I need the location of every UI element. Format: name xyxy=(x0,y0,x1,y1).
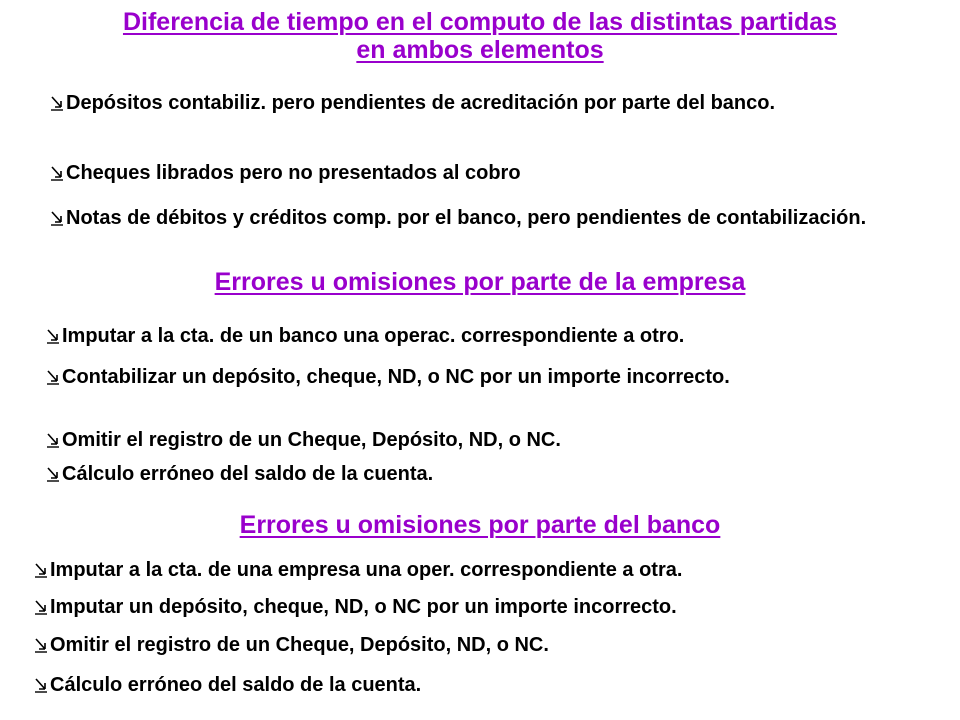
section3-item-2: Imputar un depósito, cheque, ND, o NC por un importe incorrecto. xyxy=(34,595,924,619)
section1-item-1: Depósitos contabiliz. pero pendientes de acreditación por parte del banco. xyxy=(50,91,918,115)
section2-item-4: Cálculo erróneo del saldo de la cuenta. xyxy=(46,462,918,486)
section3-item-1: Imputar a la cta. de una empresa una oper. correspondiente a otra. xyxy=(34,558,924,582)
arrow-bullet-icon xyxy=(46,369,60,385)
section3-item-4: Cálculo erróneo del saldo de la cuenta. xyxy=(34,673,924,697)
arrow-bullet-icon xyxy=(46,432,60,448)
section3-item-3: Omitir el registro de un Cheque, Depósito, ND, o NC. xyxy=(34,633,924,657)
section2-title: Errores u omisiones por parte de la empresa xyxy=(214,268,746,296)
arrow-bullet-icon xyxy=(50,165,64,181)
section3-title: Errores u omisiones por parte del banco xyxy=(239,511,721,539)
arrow-bullet-icon xyxy=(34,562,48,578)
arrow-bullet-icon xyxy=(34,637,48,653)
section1-title xyxy=(0,8,960,64)
arrow-bullet-icon xyxy=(50,210,64,226)
arrow-bullet-icon xyxy=(34,599,48,615)
section1-item-3: Notas de débitos y créditos comp. por el banco, pero pendientes de contabilización. xyxy=(50,206,918,230)
section2-item-2: Contabilizar un depósito, cheque, ND, o NC por un importe incorrecto. xyxy=(46,365,836,389)
section2-item-1: Imputar a la cta. de un banco una operac. correspondiente a otro. xyxy=(46,324,918,348)
section1-title-line2: en ambos elementos xyxy=(356,36,604,64)
arrow-bullet-icon xyxy=(46,328,60,344)
arrow-bullet-icon xyxy=(50,95,64,111)
arrow-bullet-icon xyxy=(34,677,48,693)
section2-item-3: Omitir el registro de un Cheque, Depósito, ND, o NC. xyxy=(46,428,918,452)
section1-item-2: Cheques librados pero no presentados al cobro xyxy=(50,161,918,185)
section1-title-line1: Diferencia de tiempo en el computo de las distintas partidas xyxy=(122,8,838,36)
arrow-bullet-icon xyxy=(46,466,60,482)
